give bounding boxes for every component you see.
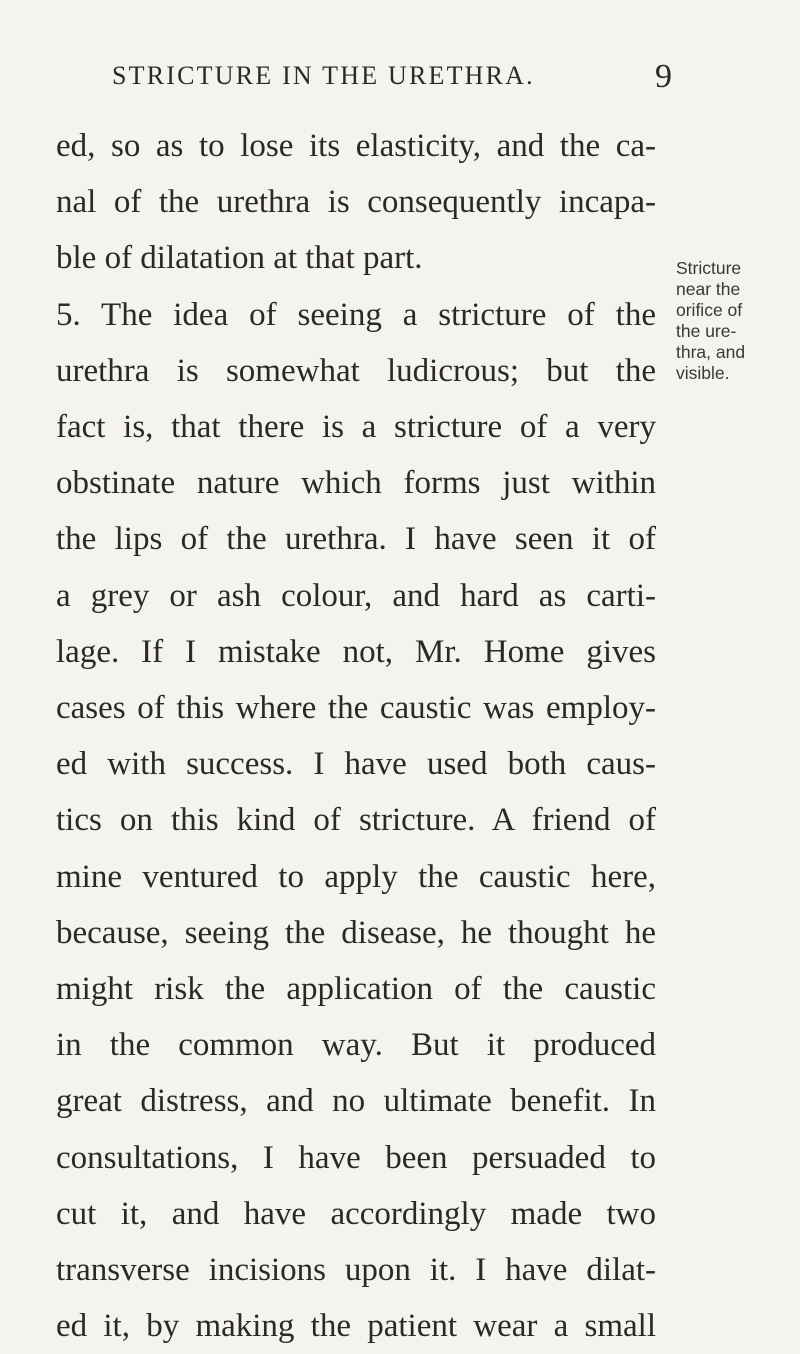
marginal-note-line: near the [676,279,741,299]
text-line: great distress, and no ultimate benefit. In [56,1083,656,1120]
text-line: 5. The idea of seeing a stricture of the [56,296,656,333]
text-line: ble of dilatation at that part. [56,240,423,277]
marginal-note-line: orifice of [676,300,743,320]
text-line: mine ventured to apply the caustic here, [56,858,656,895]
text-line: might risk the application of the caustic [56,971,656,1008]
page-number: 9 [655,58,672,95]
marginal-note-line: the ure- [676,321,737,341]
body-text [56,118,656,1354]
text-line: transverse incisions upon it. I have dilat- [56,1252,656,1289]
text-line: nal of the urethra is consequently incapa- [56,184,656,221]
marginal-note-line: thra, and [676,342,746,362]
text-line: ed, so as to lose its elasticity, and the ca- [56,128,656,164]
running-head [112,58,672,102]
text-line: cases of this where the caustic was employ- [56,690,656,727]
text-line: lage. If I mistake not, Mr. Home gives [56,633,656,670]
text-line: tics on this kind of stricture. A friend of [56,802,656,839]
marginal-note [676,258,796,384]
text-line: ed it, by making the patient wear a small [56,1308,656,1345]
running-title: STRICTURE IN THE URETHRA. [112,61,535,90]
text-line: obstinate nature which forms just within [56,465,656,502]
marginal-note-line: Stricture [676,258,742,278]
marginal-note-line: visible. [676,363,730,383]
text-line: consultations, I have been persuaded to [56,1139,656,1176]
text-line: urethra is somewhat ludicrous; but the [56,352,656,389]
text-line: because, seeing the disease, he thought he [56,914,656,951]
text-line: a grey or ash colour, and hard as carti- [56,577,656,614]
text-line: fact is, that there is a stricture of a very [56,409,656,446]
text-line: cut it, and have accordingly made two [56,1195,656,1232]
text-line: in the common way. But it produced [56,1027,656,1064]
text-line: the lips of the urethra. I have seen it of [56,521,656,558]
text-line: ed with success. I have used both caus- [56,746,656,783]
